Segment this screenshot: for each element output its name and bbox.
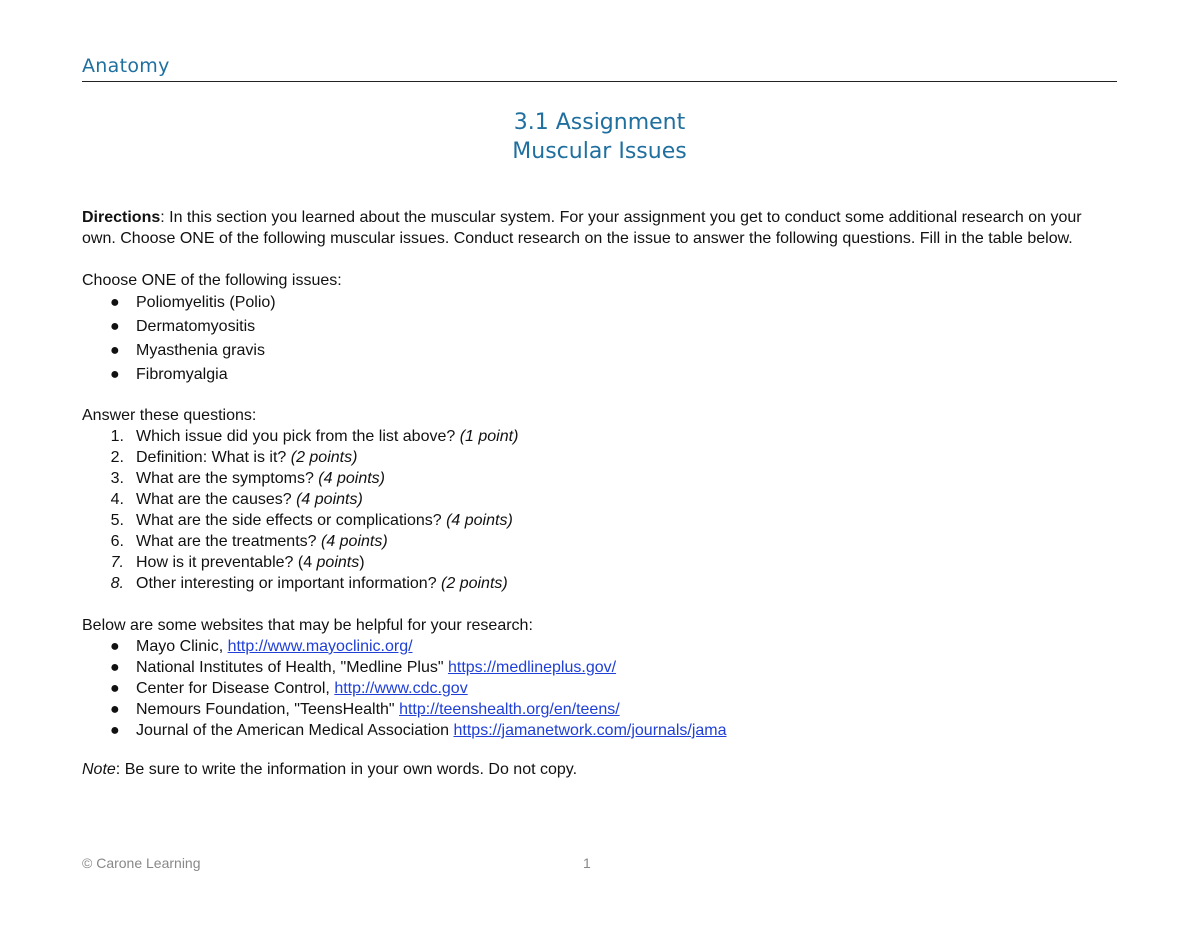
- bullet-icon: ●: [110, 680, 120, 697]
- link-teenshealth[interactable]: http://teenshealth.org/en/teens/: [399, 701, 620, 718]
- note-label: Note: [82, 761, 116, 778]
- link-mayo-clinic[interactable]: http://www.mayoclinic.org/: [227, 638, 413, 655]
- note-paragraph: [82, 759, 1117, 780]
- list-item: 6. What are the treatments? (4 points): [110, 533, 388, 550]
- title-line-assignment: 3.1 Assignment: [513, 110, 686, 135]
- directions-paragraph: [82, 207, 1117, 249]
- link-cdc[interactable]: http://www.cdc.gov: [334, 680, 468, 697]
- list-item: 4. What are the causes? (4 points): [110, 491, 363, 508]
- directions-text: : In this section you learned about the muscular system. For your assignment you get to conduct some additional research on your own. Choose ONE of the following muscular issues. Conduct research on the issue to answer the following questions. Fill in the table below.: [82, 209, 1082, 247]
- link-medline-plus[interactable]: https://medlineplus.gov/: [447, 659, 617, 676]
- footer-copyright: © Carone Learning: [82, 855, 201, 871]
- questions-intro: Answer these questions:: [82, 407, 257, 424]
- list-item: ● Journal of the American Medical Association https://jamanetwork.com/journals/jama: [110, 722, 727, 739]
- list-item: 5. What are the side effects or complications? (4 points): [110, 512, 513, 529]
- list-item: 3. What are the symptoms? (4 points): [110, 470, 385, 487]
- issues-intro: Choose ONE of the following issues:: [82, 272, 342, 289]
- header-divider: [82, 81, 1117, 82]
- title-line-topic: Muscular Issues: [512, 139, 687, 164]
- websites-list: [82, 636, 1117, 741]
- note-text: : Be sure to write the information in your own words. Do not copy.: [115, 761, 578, 778]
- questions-list: [82, 426, 1117, 594]
- list-item: 8. Other interesting or important information? (2 points): [110, 575, 508, 592]
- list-item: ● Mayo Clinic, http://www.mayoclinic.org/: [110, 638, 413, 655]
- list-item: ● Nemours Foundation, "TeensHealth" http://teenshealth.org/en/teens/: [110, 701, 620, 718]
- list-item: ● Dermatomyositis: [82, 315, 1117, 339]
- websites-intro: Below are some websites that may be helpful for your research:: [82, 617, 533, 634]
- list-item: ● Poliomyelitis (Polio): [82, 291, 1117, 315]
- bullet-icon: ●: [110, 366, 120, 383]
- bullet-icon: ●: [110, 701, 120, 718]
- bullet-icon: ●: [110, 318, 120, 335]
- bullet-icon: ●: [110, 294, 120, 311]
- list-item: ● National Institutes of Health, "Medline Plus" https://medlineplus.gov/: [110, 659, 617, 676]
- link-jama[interactable]: https://jamanetwork.com/journals/jama: [453, 722, 727, 739]
- issues-list: [82, 291, 1117, 387]
- bullet-icon: ●: [110, 638, 120, 655]
- bullet-icon: ●: [110, 659, 120, 676]
- list-item: 2. Definition: What is it? (2 points): [110, 449, 358, 466]
- list-item: 1. Which issue did you pick from the list above? (1 point): [110, 428, 519, 445]
- footer-page-number: 1: [583, 855, 591, 871]
- document-body: [82, 207, 1117, 780]
- bullet-icon: ●: [110, 722, 120, 739]
- bullet-icon: ●: [110, 342, 120, 359]
- page-title: [82, 108, 1117, 166]
- list-item: ● Fibromyalgia: [82, 363, 1117, 387]
- list-item: ● Center for Disease Control, http://www.cdc.gov: [110, 680, 468, 697]
- list-item: ● Myasthenia gravis: [82, 339, 1117, 363]
- header-subject: Anatomy: [82, 55, 170, 77]
- directions-label: Directions: [82, 209, 161, 226]
- list-item: 7. How is it preventable? (4 points): [110, 554, 365, 571]
